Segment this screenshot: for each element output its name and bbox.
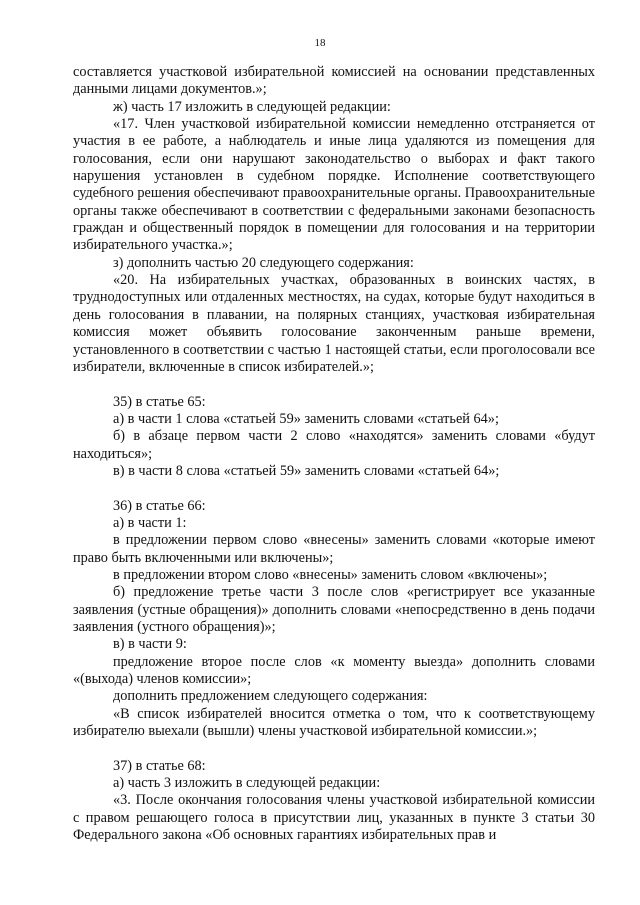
paragraph-item-z: з) дополнить частью 20 следующего содержания: [113, 254, 414, 271]
paragraph-item-35-b: б) в абзаце первом части 2 слово «находятся» заменить словами «будут находиться»; [73, 428, 595, 462]
paragraph-item-zh: ж) часть 17 изложить в следующей редакции: [113, 98, 391, 115]
paragraph-item-35-v: в) в части 8 слова «статьей 59» заменить словами «статьей 64»; [113, 462, 500, 479]
paragraph-quote-part-17: «17. Член участковой избирательной комиссии немедленно отстраняется от участия в ее работе, а наблюдатель и иные лица удаляются из помещения для голосования, если они нарушают законодательство о выборах и факт такого нарушения установлен в судебном порядке. Исполнение соответствующего судебного решения обеспечивают правоохранительные органы. Правоохранительные органы также обеспечивают в соответствии с федеральными законами безопасность граждан и общественный порядок в помещении для голосования и на территории избирательного участка.»; [73, 116, 595, 254]
page-number: 18 [314, 37, 326, 49]
paragraph-item-37-a: а) часть 3 изложить в следующей редакции: [113, 775, 381, 792]
paragraph-item-36-a-first: в предложении первом слово «внесены» заменить словами «которые имеют право быть включенными или включены»; [73, 532, 595, 566]
paragraph-continuation: составляется участковой избирательной комиссией на основании представленных данными лицами документов.»; [73, 64, 595, 98]
paragraph-quote-part-20: «20. На избирательных участках, образованных в воинских частях, в труднодоступных или отдаленных местностях, на судах, которые будут находиться в день голосования в плавании, на полярных станциях, участковая избирательная комиссия может объявить голосование законченным раньше времени, установленного в соответствии с частью 1 настоящей статьи, если проголосовали все избиратели, включенные в список избирателей.»; [73, 272, 595, 375]
paragraph-item-37: 37) в статье 68: [113, 757, 206, 774]
paragraph-item-36: 36) в статье 66: [113, 497, 206, 514]
document-body [73, 64, 595, 844]
paragraph-item-36-a-second: в предложении втором слово «внесены» заменить словом «включены»; [113, 566, 548, 583]
paragraph-item-36-v-second: предложение второе после слов «к моменту выезда» дополнить словами «(выхода) членов комиссии»; [73, 653, 595, 688]
paragraph-item-36-v: в) в части 9: [113, 636, 187, 653]
paragraph-quote-part-3: «3. После окончания голосования члены участковой избирательной комиссии с правом решающего голоса в присутствии лиц, указанных в пункте 3 статьи 30 Федерального закона «Об основных гарантиях избирательных прав и [73, 792, 595, 844]
paragraph-item-35-a: а) в части 1 слова «статьей 59» заменить словами «статьей 64»; [113, 410, 499, 427]
paragraph-item-36-b: б) предложение третье части 3 после слов «регистрирует все указанные заявления (устные обращения)» дополнить словами «непосредственно в день подачи заявления (устного обращения)»; [73, 584, 595, 635]
paragraph-item-36-v-add: дополнить предложением следующего содержания: [113, 688, 428, 705]
paragraph-item-35: 35) в статье 65: [113, 393, 206, 410]
paragraph-quote-voter-list: «В список избирателей вносится отметка о том, что к соответствующему избирателю выехали (вышли) члены участковой избирательной комиссии.»; [73, 705, 595, 740]
paragraph-item-36-a: а) в части 1: [113, 514, 187, 531]
